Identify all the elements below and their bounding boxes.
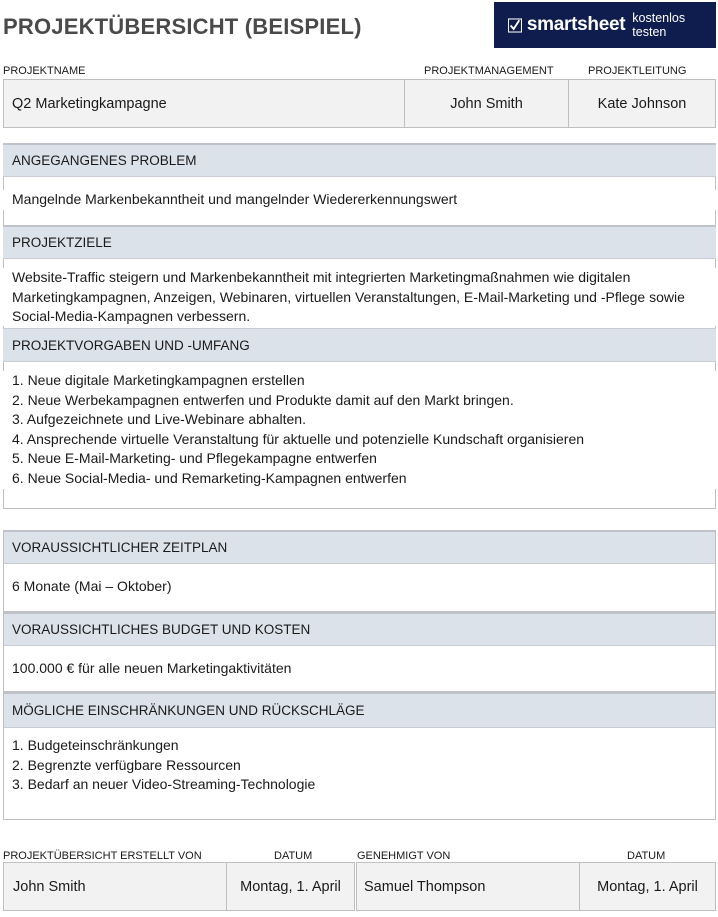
list-item: 3. Aufgezeichnete und Live-Webinare abhalten. [12,411,306,428]
smartsheet-banner[interactable] [494,2,716,48]
created-date-label: DATUM [274,850,313,862]
project-name-label: PROJEKTNAME [3,65,86,77]
budget-text[interactable]: 100.000 € für alle neuen Marketingaktivitäten [3,659,716,679]
problem-text[interactable]: Mangelnde Markenbekanntheit und mangelnder Wiedererkennungswert [3,190,716,210]
page-title: PROJEKTÜBERSICHT (BEISPIEL) [3,14,362,39]
goals-text[interactable]: Website-Traffic steigern und Markenbekanntheit mit integrierten Marketingmaßnahmen wie digitalen Marketingkampagnen, Anzeigen, Webinaren, virtuellen Veranstaltungen, E-Mail-Marketing und -Pflege sowie Social-Media-Kampagnen verbessern. [3,268,716,326]
scope-heading: PROJEKTVORGABEN UND -UMFANG [3,328,716,362]
list-item: 6. Neue Social-Media- und Remarketing-Kampagnen entwerfen [12,469,407,486]
project-management-field[interactable]: John Smith [404,79,569,128]
approved-date-label: DATUM [627,850,666,862]
approved-by-field[interactable]: Samuel Thompson [356,862,580,911]
problem-heading: ANGEGANGENES PROBLEM [3,143,716,177]
project-lead-field[interactable]: Kate Johnson [568,79,716,128]
created-date-field[interactable]: Montag, 1. April [226,862,355,911]
list-item: 5. Neue E-Mail-Marketing- und Pflegekampagne entwerfen [12,450,377,467]
brand-name: smartsheet [526,14,626,35]
list-item: 2. Neue Werbekampagnen entwerfen und Produkte damit auf den Markt bringen. [12,391,514,408]
created-by-field[interactable]: John Smith [3,862,227,911]
list-item: 4. Ansprechende virtuelle Veranstaltung für aktuelle und potenzielle Kundschaft organisieren [12,430,585,447]
timeline-heading: VORAUSSICHTLICHER ZEITPLAN [3,530,716,564]
list-item: 1. Budgeteinschränkungen [12,737,179,753]
trial-link[interactable]: kostenlos testen [632,11,686,39]
list-item: 3. Bedarf an neuer Video-Streaming-Technologie [12,776,316,793]
list-item: 2. Begrenzte verfügbare Ressourcen [12,756,241,773]
approved-by-label: GENEHMIGT VON [357,850,451,862]
goals-heading: PROJEKTZIELE [3,225,716,259]
project-lead-label: PROJEKTLEITUNG [588,65,687,77]
scope-list[interactable] [3,371,716,489]
created-by-label: PROJEKTÜBERSICHT ERSTELLT VON [3,850,202,862]
budget-heading: VORAUSSICHTLICHES BUDGET UND KOSTEN [3,612,716,646]
project-name-field[interactable]: Q2 Marketingkampagne [3,79,405,128]
risks-list[interactable] [3,736,716,795]
risks-heading: MÖGLICHE EINSCHRÄNKUNGEN UND RÜCKSCHLÄGE [3,692,716,728]
approved-date-field[interactable]: Montag, 1. April [579,862,716,911]
list-item: 1. Neue digitale Marketingkampagnen erstellen [12,372,305,388]
check-logo-icon [508,18,522,33]
project-management-label: PROJEKTMANAGEMENT [424,65,554,77]
timeline-text[interactable]: 6 Monate (Mai – Oktober) [3,577,716,597]
